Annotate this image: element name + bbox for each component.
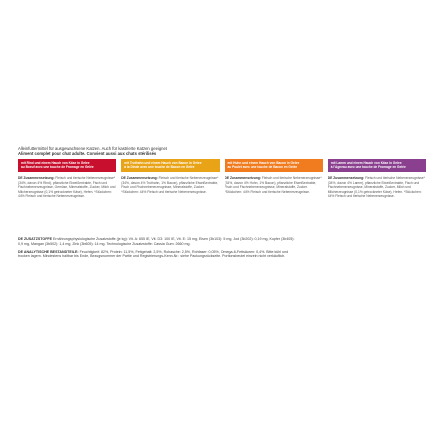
variety-bands (18, 159, 426, 172)
heading-de: Alleinfuttermittel für ausgewachsene Katzen. Auch für kastrierte Katzen geeignet (18, 146, 167, 151)
composition-turkey (121, 176, 219, 234)
band-text-fr: à la Dinde avec une touche de Bacon en Gelée (124, 165, 195, 170)
composition-beef (18, 176, 116, 234)
variety-band-beef (18, 159, 116, 172)
band-text-de: mit Truthahn und einem Hauch von Bacon in Gelee (124, 160, 202, 165)
band-text-fr: à l'Agneau avec une touche de Fromage en Gelée (330, 165, 406, 170)
band-text-fr: au Boeuf avec une touche de Fromage en Gelée (21, 165, 94, 170)
variety-band-turkey (121, 159, 219, 172)
composition-text: Fleisch und tierische Nebenerzeugnisse* (34%, davon 4% Lamm), pflanzliche Eiweißextrakte, Fisch und Fischnebenerzeugnisse, Mineralstoffe, Zucker, Milch und Milcherzeugnisse (0,1% getrockneter Käse), Hefen. *Stückchen: 44% Fleisch und tierische Nebenerzeugnisse. (327, 176, 425, 199)
additives-text: Ernährungsphysiologische Zusatzstoffe (je kg): Vit. A: 655 IE, Vit. D3: 100 IE, Vit. E: 15 mg, Eisen (3b103): 5 mg, Jod (3b202): 0,19 mg, Kupfer (3b405): 0,9 mg, Mangan (3b502): 1,4 mg, Zink (3b605): 14 mg. Technologische Zusatzstoffe: Cassia Gum: 2660 mg. (18, 237, 295, 246)
variety-band-chicken (225, 159, 323, 172)
composition-text: Fleisch und tierische Nebenerzeugnisse* (34%, davon 4% Truthahn, 1% Bacon), pflanzliche Eiweißextrakte, Fisch und Fischnebenerzeugnisse, Mineralstoffe, Zucker. *Stückchen: 44% Fleisch und tierische Nebenerzeugnisse. (121, 176, 219, 194)
heading-fr: Aliment complet pour chat adulte. Convient aussi aux chats stérilisés (18, 151, 157, 157)
composition-text: Fleisch und tierische Nebenerzeugnisse* (34%, davon 4% Huhn, 1% Bacon), pflanzliche Eiweißextrakte, Fisch und Fischnebenerzeugnisse, Mineralstoffe, Zucker. *Stückchen: 44% Fleisch und tierische Nebenerzeugnisse. (224, 176, 322, 194)
composition-chicken (225, 176, 323, 234)
additives-lead: DE ZUSATZSTOFFE (18, 237, 53, 242)
analysis-lead: DE ANALYTISCHE BESTANDTEILE: (18, 249, 79, 254)
analysis-text: Feuchtigkeit: 82%, Protein: 11,5%, Fettgehalt: 2,5%, Rohasche: 2,5%, Rohfaser: 0,05%, Omega-6-Fettsäuren: 0,4%. Bitte kühl und trocken lagern. Mindestens haltbar bis Ende, Bezugsnummer der Partie und Registrierungs-Kenn-Nr.: siehe Packungsrückseite. Portionsbeutel einzeln nicht verkäuflich. (18, 249, 289, 259)
composition-lead: DE Zusammensetzung: (224, 176, 261, 181)
band-text-fr: au Poulet avec une touche de Bacon en Gelée (227, 165, 298, 170)
band-text-de: mit Lamm und einem Hauch von Käse in Gelee (330, 160, 402, 165)
analysis-paragraph (18, 250, 298, 259)
composition-lead: DE Zusammensetzung: (121, 176, 158, 181)
band-text-de: mit Huhn und einem Hauch von Bacon in Gelee (227, 160, 300, 165)
composition-lamb (328, 176, 426, 234)
composition-lead: DE Zusammensetzung: (327, 176, 365, 181)
additives-paragraph (18, 237, 298, 246)
composition-columns (18, 176, 426, 234)
band-text-de: mit Rind und einem Hauch von Käse in Gelee (21, 160, 90, 165)
product-heading (18, 146, 426, 156)
ingredient-label (18, 146, 426, 259)
composition-lead: DE Zusammensetzung: (18, 176, 55, 181)
composition-text: Fleisch und tierische Nebenerzeugnisse* (34%, davon 4% Rind), pflanzliche Eiweißextrakte, Fisch und Fischnebenerzeugnisse, Gemüse, Mineralstoffe, Zucker, Milch und Milcherzeugnisse (0,1% getrockneter Käse), Hefen. *Stückchen: 44% Fleisch und tierische Nebenerzeugnisse. (18, 176, 116, 199)
variety-band-lamb (328, 159, 426, 172)
